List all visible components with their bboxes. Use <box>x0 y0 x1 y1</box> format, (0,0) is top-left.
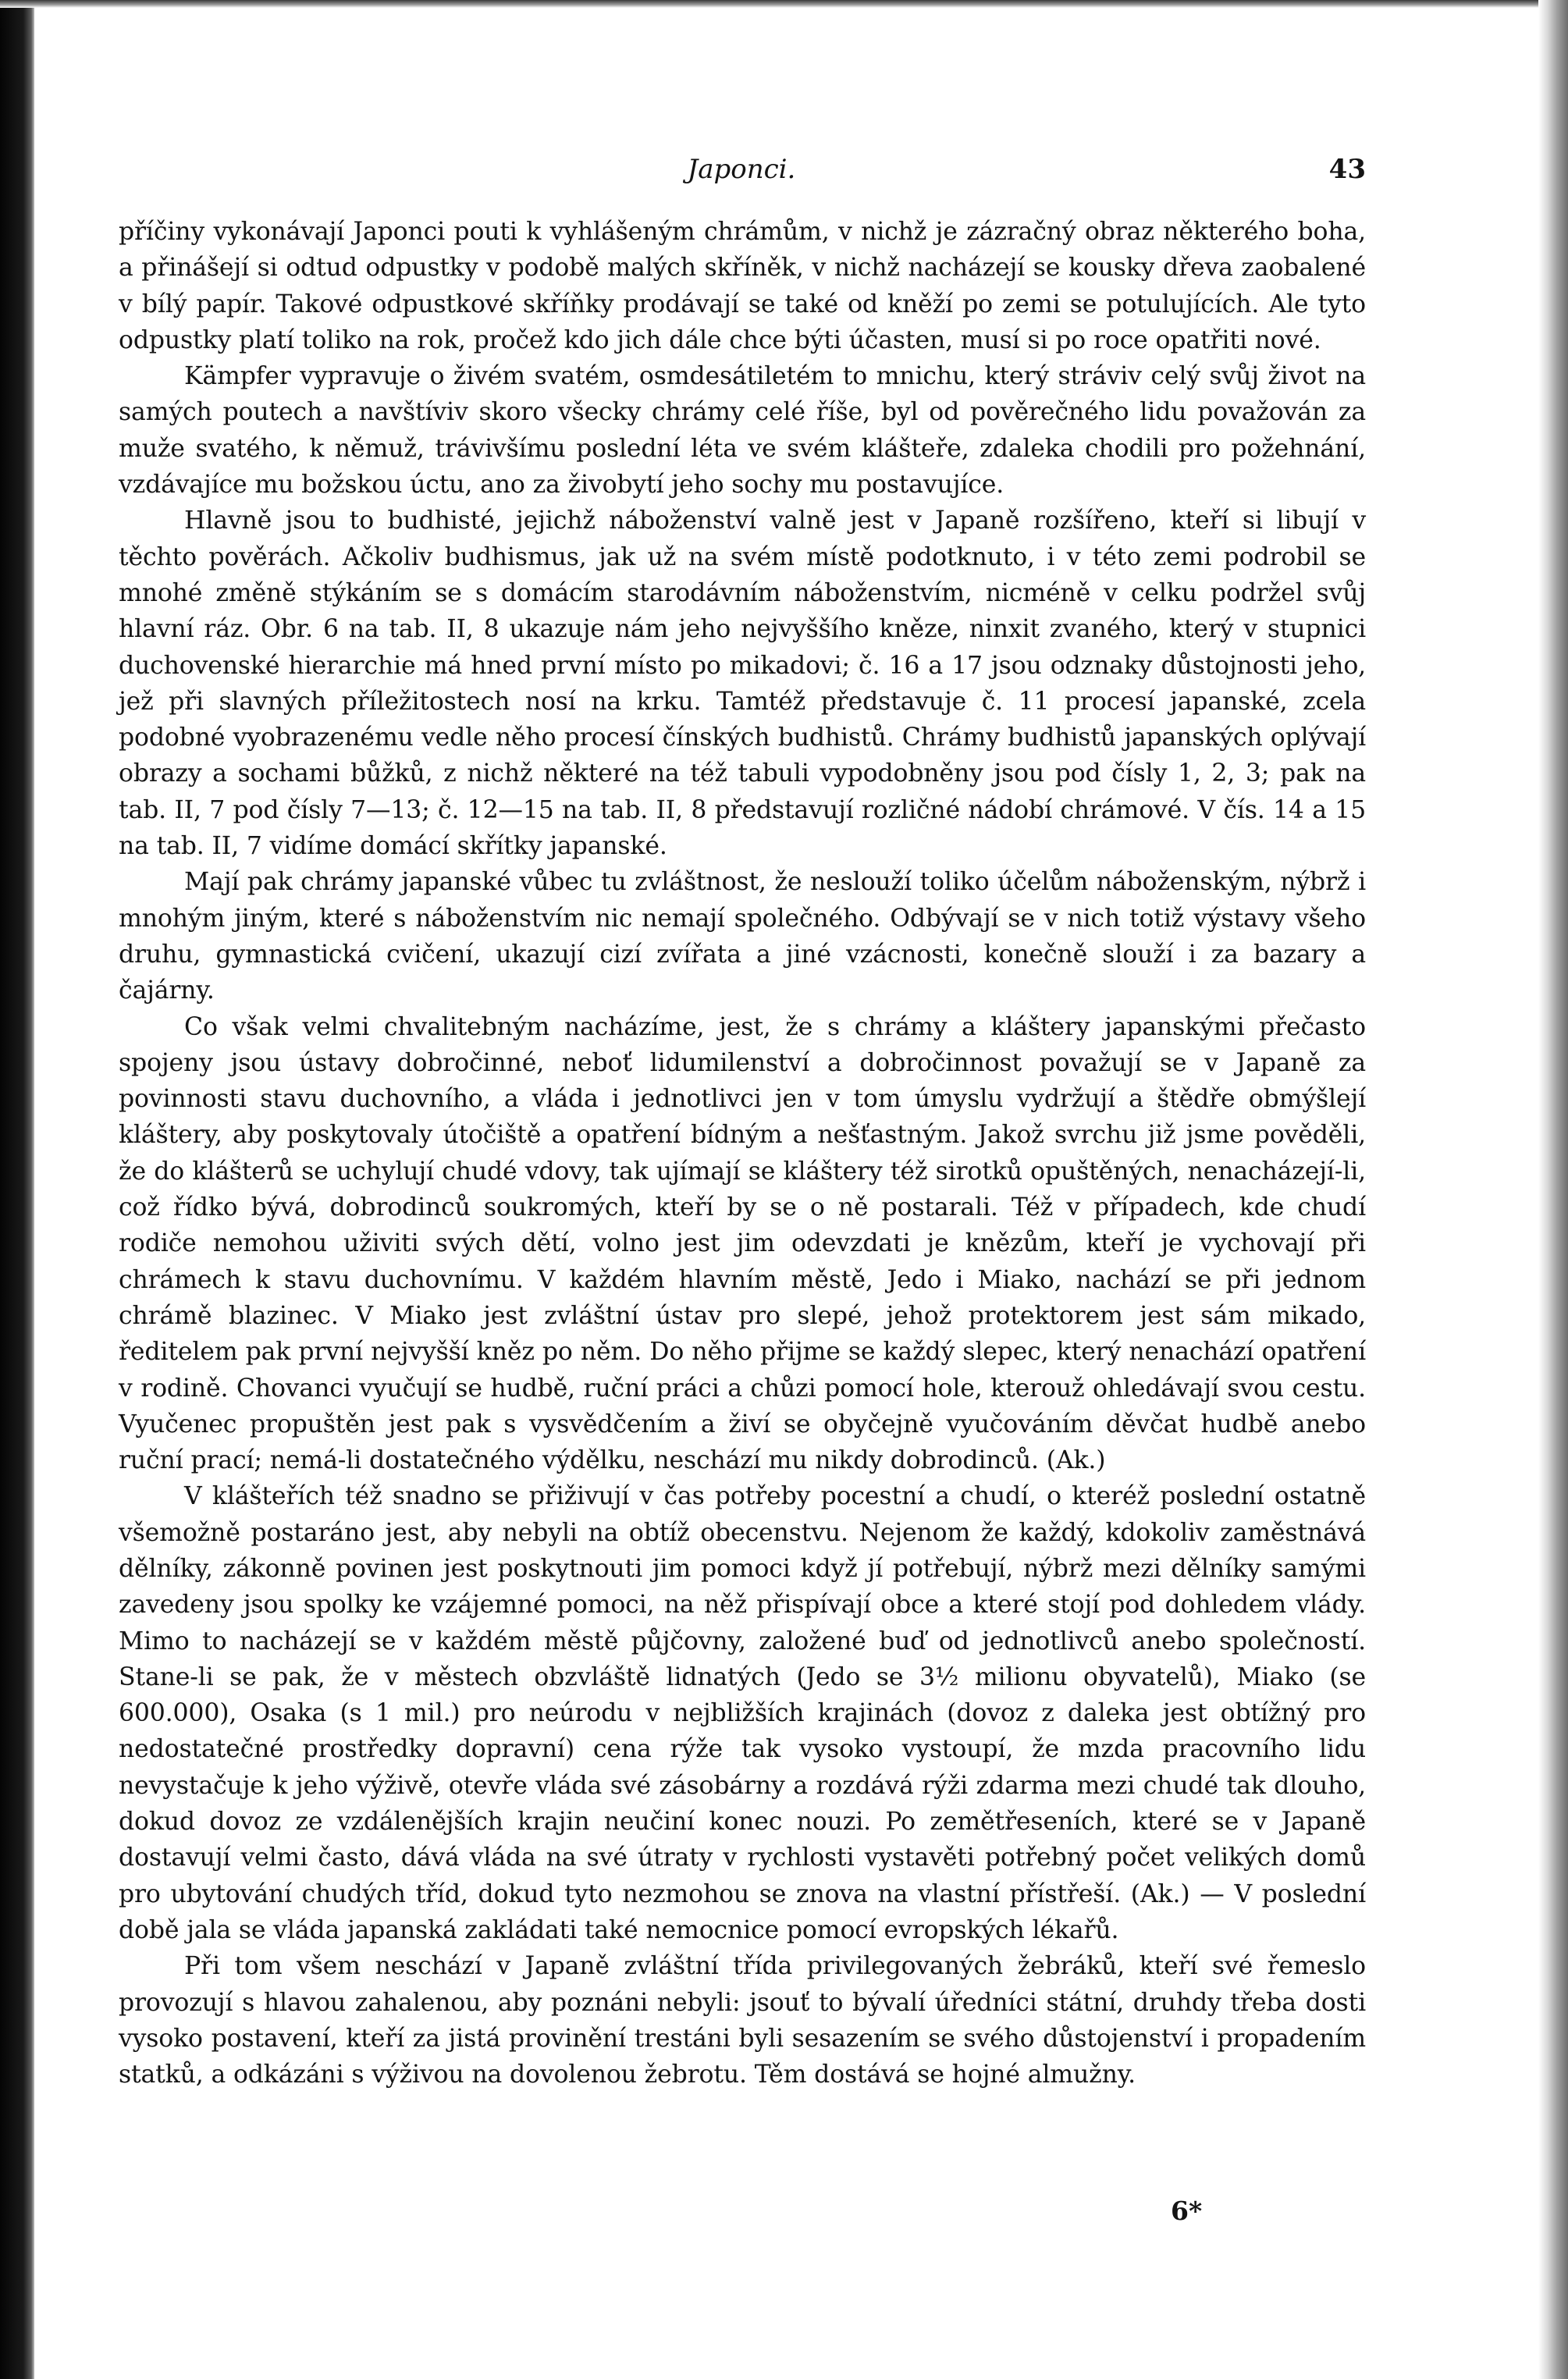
running-title: Japonci. <box>687 154 796 185</box>
scan-edge-right <box>1538 0 1568 2379</box>
paragraph: Co však velmi chvalitebným nacházíme, jest, že s chrámy a kláštery japanskými přečasto spojeny jsou ústavy dobročinné, neboť lidumilenství a dobročinnost považují se v Japaně za povinnosti stavu duchovního, a vláda i jednotlivci jen v tom úmyslu vydržují a štědře obmýšlejí kláštery, aby poskytovaly útočiště a opatření bídným a nešťastným. Jakož svrchu již jsme pověděli, že do klášterů se uchylují chudé vdovy, tak ujímají se kláštery též sirotků opuštěných, nenacházejí-li, což řídko bývá, dobrodinců soukromých, kteří by se o ně postarali. Též v případech, kde chudí rodiče nemohou uživiti svých dětí, volno jest jim odevzdati je knězům, kteří je vychovají při chrámech k stavu duchovnímu. V každém hlavním městě, Jedo i Miako, nachází se při jednom chrámě blazinec. V Miako jest zvláštní ústav pro slepé, jehož protektorem jest sám mikado, ředitelem pak první nejvyšší kněz po něm. Do něho přijme se každý slepec, který nenachází opatření v rodině. Chovanci vyučují se hudbě, ruční práci a chůzi pomocí hole, kterouž ohledávají svou cestu. Vyučenec propuštěn jest pak s vysvědčením a živí se obyčejně vyučováním děvčat hudbě anebo ruční prací; nemá-li dostatečného výdělku, neschází mu nikdy dobrodinců. (Ak.) <box>119 1012 1366 1475</box>
paragraph: Kämpfer vypravuje o živém svatém, osmdesátiletém to mnichu, který stráviv celý svůj život na samých poutech a navštíviv skoro všecky chrámy celé říše, byl od pověrečného lidu považován za muže svatého, k němuž, trávivšímu poslední léta ve svém klášteře, zdaleka chodili pro požehnání, vzdávajíce mu božskou úctu, ano za živobytí jeho sochy mu postavujíce. <box>119 362 1366 500</box>
paragraph: příčiny vykonávají Japonci pouti k vyhlášeným chrámům, v nichž je zázračný obraz některého boha, a přinášejí si odtud odpustky v podobě malých skříněk, v nichž nacházejí se kousky dřeva zaobalené v bílý papír. Takové odpustkové skříňky prodávají se také od kněží po zemi se potulujících. Ale tyto odpustky platí toliko na rok, pročež kdo jich dále chce býti účasten, musí si po roce opatřiti nové. <box>119 218 1366 354</box>
page-header <box>117 150 1366 189</box>
paragraph: V klášteřích též snadno se přiživují v čas potřeby pocestní a chudí, o kteréž poslední ostatně všemožně postaráno jest, aby nebyli na obtíž obecenstvu. Nejenom že každý, kdokoliv zaměstnává dělníky, zákonně povinen jest poskytnouti jim pomoci když jí potřebují, nýbrž mezi dělníky samými zavedeny jsou spolky ke vzájemné pomoci, na něž přispívají obce a které stojí pod dohledem vlády. Mimo to nacházejí se v každém městě půjčovny, založené buď od jednotlivců anebo společností. Stane-li se pak, že v městech obzvláště lidnatých (Jedo se 3½ milionu obyvatelů), Miako (se 600.000), Osaka (s 1 mil.) pro neúrodu v nejbližších krajinách (dovoz z daleka jest obtížný pro nedostatečné prostředky dopravní) cena rýže tak vysoko vystoupí, že mzda pracovního lidu nevystačuje k jeho výživě, otevře vláda své zásobárny a rozdává rýži zdarma mezi chudé tak dlouho, dokud dovoz ze vzdálenějších krajin neučiní konec nouzi. Po zemětřeseních, které se v Japaně dostavují velmi často, dává vláda na své útraty v rychlosti vystavěti potřebný počet velikých domů pro ubytování chudých tříd, dokud tyto nezmohou se znova na vlastní přístřeší. (Ak.) — V poslední době jala se vláda japanská zakládati také nemocnice pomocí evropských lékařů. <box>119 1482 1366 1944</box>
page-number: 43 <box>1328 154 1366 185</box>
paragraph: Mají pak chrámy japanské vůbec tu zvláštnost, že neslouží toliko účelům náboženským, nýbrž i mnohým jiným, které s náboženstvím nic nemají společného. Odbývají se v nich totiž výstavy všeho druhu, gymnastická cvičení, ukazují cizí zvířata a jiné vzácnosti, konečně slouží i za bazary a čajárny. <box>119 868 1366 1005</box>
scan-edge-top <box>0 0 1568 8</box>
scan-edge-left <box>0 0 34 2379</box>
paragraph: Hlavně jsou to budhisté, jejichž náboženství valně jest v Japaně rozšířeno, kteří si libují v těchto pověrách. Ačkoliv budhismus, jak už na svém místě podotknuto, i v této zemi podrobil se mnohé změně stýkáním se s domácím starodávním náboženstvím, nicméně v celku podržel svůj hlavní ráz. Obr. 6 na tab. II, 8 ukazuje nám jeho nejvyššího kněze, ninxit zvaného, který v stupnici duchovenské hierarchie má hned první místo po mikadovi; č. 16 a 17 jsou odznaky důstojnosti jeho, jež při slavných příležitostech nosí na krku. Tamtéž představuje č. 11 procesí japanské, zcela podobné vyobrazenému vedle něho procesí čínských budhistů. Chrámy budhistů japanských oplývají obrazy a sochami bůžků, z nichž některé na též tabuli vypodobněny jsou pod čísly 1, 2, 3; pak na tab. II, 7 pod čísly 7—13; č. 12—15 na tab. II, 8 představují rozličné nádobí chrámové. V čís. 14 a 15 na tab. II, 7 vidíme domácí skřítky japanské. <box>119 507 1366 861</box>
paragraph: Při tom všem neschází v Japaně zvláštní třída privilegovaných žebráků, kteří své řemeslo provozují s hlavou zahalenou, aby poznáni nebyli: jsouť to bývalí úředníci státní, druhdy třeba dosti vysoko postavení, kteří za jistá provinění trestáni byli sesazením se svého důstojenství i propadením statků, a odkázáni s výživou na dovolenou žebrotu. Těm dostává se hojné almužny. <box>119 1952 1366 2089</box>
signature-mark: 6* <box>1171 2196 1203 2226</box>
body-text <box>119 214 1366 2093</box>
